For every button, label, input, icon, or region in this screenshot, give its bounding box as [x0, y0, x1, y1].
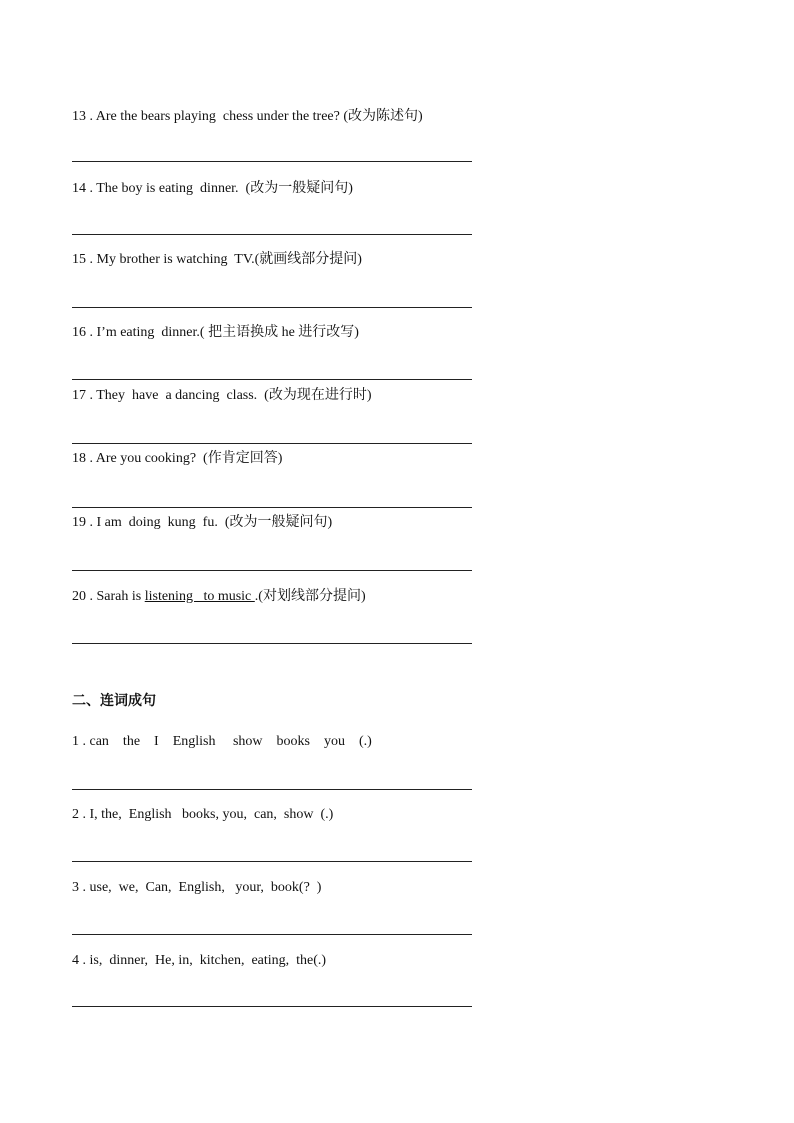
question-18: 18 . Are you cooking? (作肯定回答) [72, 451, 283, 466]
question-16: 16 . I’m eating dinner.( 把主语换成 he 进行改写) [72, 325, 359, 340]
word-order-answer-line-2[interactable] [72, 861, 472, 862]
word-order-answer-line-1[interactable] [72, 789, 472, 790]
answer-line-20[interactable] [72, 643, 472, 644]
question-17: 17 . They have a dancing class. (改为现在进行时) [72, 388, 372, 403]
answer-line-17[interactable] [72, 443, 472, 444]
question-20-underlined-phrase: listening to music [144, 589, 255, 604]
word-order-question-3: 3 . use, we, Can, English, your, book(? ) [72, 880, 322, 895]
word-order-question-1: 1 . can the I English show books you (.) [72, 734, 372, 749]
answer-line-14[interactable] [72, 234, 472, 235]
word-order-question-2: 2 . I, the, English books, you, can, show (.) [72, 807, 334, 822]
question-20-suffix: .(对划线部分提问) [254, 589, 366, 604]
question-19: 19 . I am doing kung fu. (改为一般疑问句) [72, 515, 333, 530]
question-20 [72, 588, 366, 606]
answer-line-16[interactable] [72, 379, 472, 380]
word-order-answer-line-4[interactable] [72, 1006, 472, 1007]
word-order-question-4: 4 . is, dinner, He, in, kitchen, eating, the(.) [72, 953, 327, 968]
question-14: 14 . The boy is eating dinner. (改为一般疑问句) [72, 181, 353, 196]
answer-line-18[interactable] [72, 507, 472, 508]
answer-line-13[interactable] [72, 161, 472, 162]
question-20-prefix: 20 . Sarah is [72, 589, 145, 604]
question-15: 15 . My brother is watching TV.(就画线部分提问) [72, 252, 362, 267]
answer-line-19[interactable] [72, 570, 472, 571]
section-heading-word-order: 二、连词成句 [72, 693, 156, 709]
word-order-answer-line-3[interactable] [72, 934, 472, 935]
question-13: 13 . Are the bears playing chess under the tree? (改为陈述句) [72, 109, 423, 124]
answer-line-15[interactable] [72, 307, 472, 308]
